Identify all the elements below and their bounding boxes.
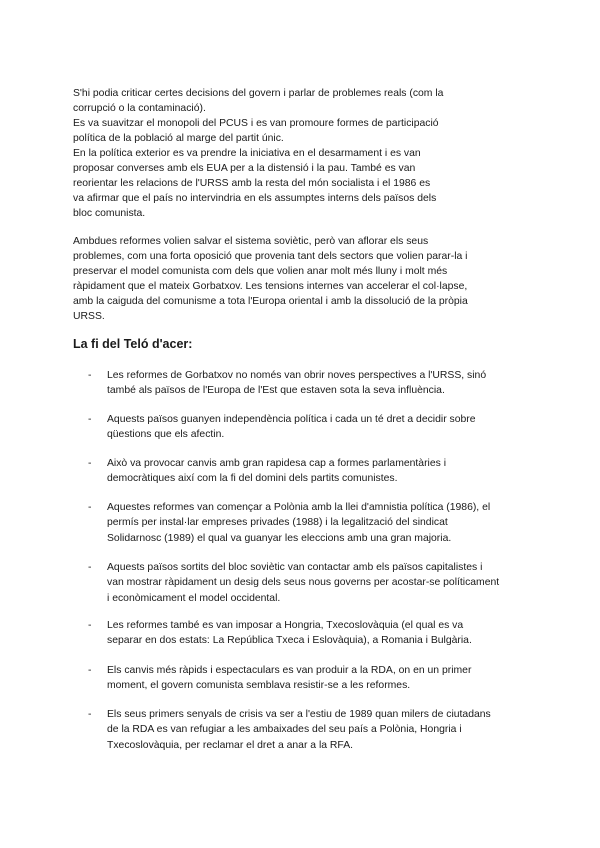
list-item xyxy=(88,368,486,399)
text-line: preservar el model comunista com dels que volien anar molt més lluny i molt més xyxy=(73,266,448,277)
text-line: bloc comunista. xyxy=(73,208,146,219)
text-line: moment, el govern comunista semblava resistir-se a les reformes. xyxy=(107,680,411,692)
text-line: ràpidament que el mateix Gorbatxov. Les tensions internes van accelerar el col·lapse, xyxy=(73,281,468,292)
bullet-dash: - xyxy=(88,458,92,469)
section-heading: La fi del Teló d'acer: xyxy=(73,337,193,351)
bullet-dash: - xyxy=(88,665,92,676)
text-line: i econòmicament el model occidental. xyxy=(107,592,281,604)
list-item xyxy=(88,412,476,443)
text-line: Aquests països sortits del bloc soviètic van contactar amb els països capitalistes i xyxy=(107,562,483,573)
text-line: amb la caiguda del comunisme a tota l'Europa oriental i amb la dissolució de la pròpia xyxy=(73,296,468,307)
list-item xyxy=(88,500,490,546)
list-item xyxy=(88,707,491,753)
bullet-dash: - xyxy=(88,620,92,631)
text-line: Aquests països guanyen independència política i cada un té dret a decidir sobre xyxy=(107,414,476,425)
bullet-dash: - xyxy=(88,562,92,573)
text-line: problemes, com una forta oposició que provenia tant dels sectors que volien parar-la i xyxy=(73,251,468,262)
text-line: corrupció o la contaminació). xyxy=(73,103,206,114)
text-line: URSS. xyxy=(73,311,105,322)
text-line: reorientar les relacions de l'URSS amb la resta del món socialista i el 1986 es xyxy=(73,178,431,189)
text-line: Això va provocar canvis amb gran rapidesa cap a formes parlamentàries i xyxy=(107,458,447,469)
text-line: Els seus primers senyals de crisis va ser a l'estiu de 1989 quan milers de ciutadans xyxy=(107,709,491,720)
list-item xyxy=(88,456,446,487)
text-line: Es va suavitzar el monopoli del PCUS i es van promoure formes de participació xyxy=(73,118,439,129)
list-item xyxy=(88,663,471,694)
text-line: Ambdues reformes volien salvar el sistema soviètic, però van aflorar els seus xyxy=(73,236,429,247)
text-line: política de la població al marge del partit únic. xyxy=(73,133,284,144)
text-line: de la RDA es van refugiar a les ambaixades del seu país a Polònia, Hongria i xyxy=(107,724,462,736)
text-line: Les reformes també es van imposar a Hongria, Txecoslovàquia (el qual es va xyxy=(107,620,464,631)
list-item xyxy=(88,618,472,649)
text-line: Solidarnosc (1989) el qual va guanyar les eleccions amb una gran majoria. xyxy=(107,532,452,544)
bullet-dash: - xyxy=(88,414,92,425)
text-line: Els canvis més ràpids i espectaculars es van produir a la RDA, on en un primer xyxy=(107,665,472,676)
text-line: En la política exterior es va prendre la iniciativa en el desarmament i es van xyxy=(73,148,421,159)
bullet-dash: - xyxy=(88,709,92,720)
intro-paragraph xyxy=(73,86,513,221)
text-line: separar en dos estats: La República Txeca i Eslovàquia), a Romania i Bulgària. xyxy=(107,635,472,647)
text-line: S'hi podia criticar certes decisions del govern i parlar de problemes reals (com la xyxy=(73,88,444,99)
text-line: Txecoslovàquia, per reclamar el dret a anar a la RFA. xyxy=(107,739,354,751)
reforms-paragraph xyxy=(73,234,513,324)
text-line: proposar converses amb els EUA per a la distensió i la pau. També es van xyxy=(73,163,416,174)
text-line: va afirmar que el país no intervindria en els assumptes interns dels països dels xyxy=(73,193,437,204)
text-line: també als països de l'Europa de l'Est que estaven sota la seva influència. xyxy=(107,385,445,397)
text-line: Les reformes de Gorbatxov no només van obrir noves perspectives a l'URSS, sinó xyxy=(107,370,487,381)
text-line: permís per instal·lar empreses privades (1988) i la legalització del sindicat xyxy=(107,517,448,529)
bullet-dash: - xyxy=(88,370,92,381)
text-line: Aquestes reformes van començar a Polònia amb la llei d'amnistia política (1986), el xyxy=(107,502,491,513)
text-line: democràtiques així com la fi del domini dels partits comunistes. xyxy=(107,473,398,485)
text-line: qüestions que els afectin. xyxy=(107,429,225,441)
list-item xyxy=(88,560,499,606)
bullet-dash: - xyxy=(88,502,92,513)
text-line: van mostrar ràpidament un desig dels seus nous governs per acostar-se políticament xyxy=(107,577,500,589)
